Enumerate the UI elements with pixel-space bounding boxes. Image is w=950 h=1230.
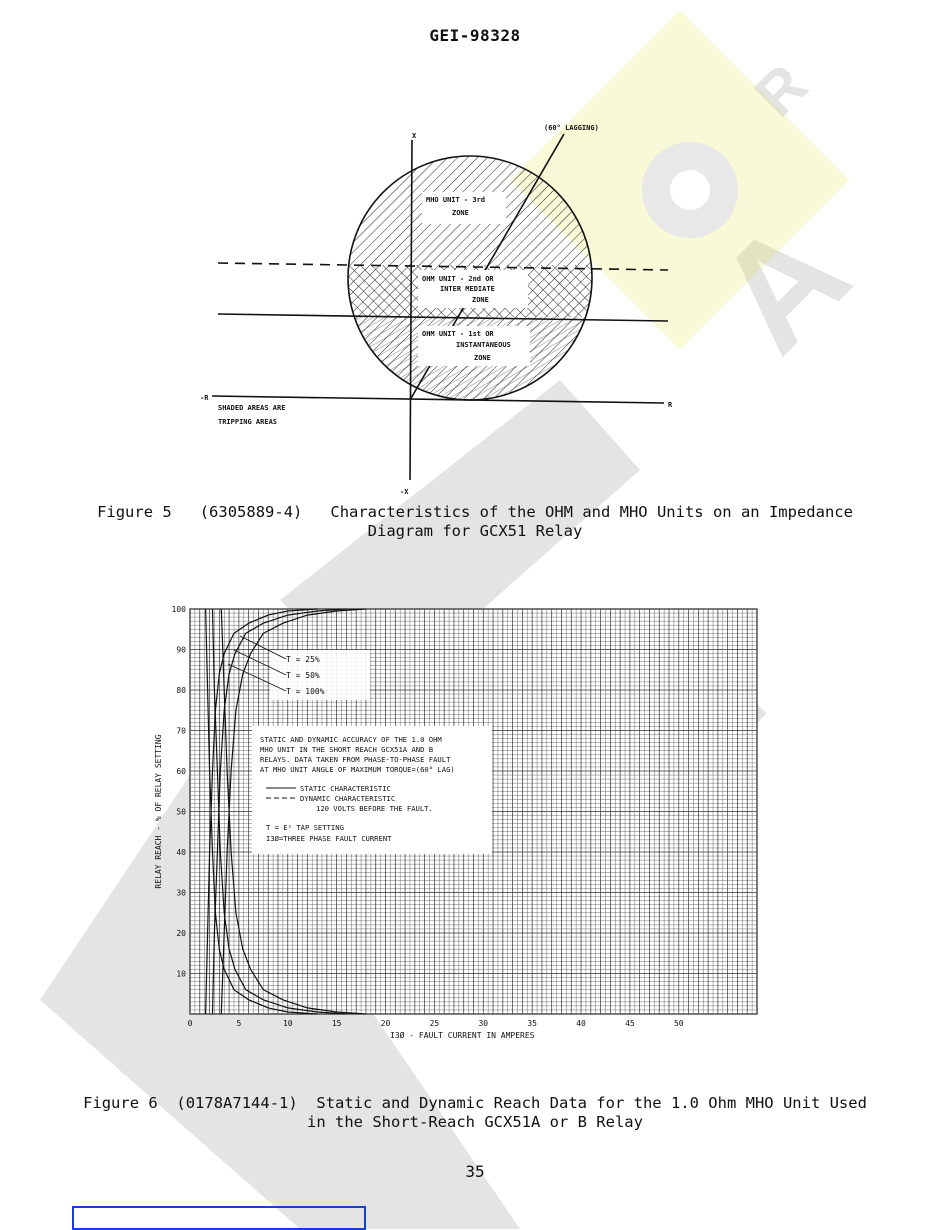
y-tick-label: 80 (176, 686, 186, 695)
figure-5-caption (60, 503, 890, 541)
x-tick-label: 10 (282, 1019, 293, 1028)
x-tick-label: 50 (673, 1019, 684, 1028)
curve-legend-label: T = 100% (286, 687, 325, 696)
page-number: 35 (465, 1162, 485, 1181)
mho-zone-label (422, 192, 506, 224)
static-characteristic-label: STATIC CHARACTERISTIC (300, 784, 391, 793)
curve-legend-label: T = 25% (286, 655, 320, 664)
svg-text:INSTANTANEOUS: INSTANTANEOUS (456, 341, 511, 349)
r-axis (212, 396, 664, 403)
x-tick-label: 45 (625, 1019, 635, 1028)
figure-5-caption-line1: Figure 5 (6305889-4) Characteristics of the OHM and MHO Units on an Impedance (97, 503, 853, 521)
chart-note-line: STATIC AND DYNAMIC ACCURACY OF THE 1.0 OHM (260, 735, 442, 744)
svg-text:ZONE: ZONE (474, 354, 491, 362)
x-tick-label: 20 (380, 1019, 391, 1028)
svg-text:ZONE: ZONE (472, 296, 489, 304)
svg-text:R: R (741, 51, 820, 130)
fault-current-definition: I3Ø=THREE PHASE FAULT CURRENT (266, 834, 392, 843)
angle-label: (60° LAGGING) (544, 124, 599, 132)
y-axis-label: RELAY REACH - % OF RELAY SETTING (154, 734, 163, 889)
figure-6-caption (60, 1094, 890, 1132)
svg-text:INTER MEDIATE: INTER MEDIATE (440, 285, 495, 293)
dynamic-characteristic-label: DYNAMIC CHARACTERISTIC (300, 794, 396, 803)
x-tick-label: 0 (187, 1019, 193, 1028)
ohm-intermediate-zone-label (418, 270, 528, 308)
dynamic-note: 120 VOLTS BEFORE THE FAULT. (316, 804, 433, 813)
svg-text:OHM UNIT - 1st OR: OHM UNIT - 1st OR (422, 330, 494, 338)
y-tick-label: 30 (176, 888, 186, 898)
y-tick-label: 50 (176, 807, 186, 817)
y-tick-label: 20 (176, 929, 186, 938)
neg-r-axis-label: -R (200, 394, 209, 402)
y-tick-label: 70 (176, 726, 186, 736)
x-tick-label: 5 (236, 1019, 242, 1028)
x-axis-label: X (412, 132, 417, 140)
chart-note-line: AT MHO UNIT ANGLE OF MAXIMUM TORQUE=(60° LAG) (260, 765, 455, 774)
ohm-instantaneous-zone-label (418, 326, 530, 366)
x-tick-label: 30 (478, 1019, 489, 1028)
x-tick-label: 25 (429, 1019, 440, 1028)
curve-legend-label: T = 50% (286, 671, 320, 680)
y-tick-label: 90 (176, 645, 186, 655)
chart-note (252, 726, 492, 854)
neg-x-axis-label: -X (400, 488, 409, 496)
svg-text:MHO UNIT - 3rd: MHO UNIT - 3rd (426, 196, 486, 204)
shaded-areas-note-line1: SHADED AREAS ARE (218, 404, 286, 412)
y-tick-label: 60 (176, 767, 186, 776)
svg-text:ZONE: ZONE (452, 209, 469, 217)
chart-note-line: MHO UNIT IN THE SHORT REACH GCX51A AND B (260, 745, 434, 754)
x-axis-label: I3Ø - FAULT CURRENT IN AMPERES (390, 1031, 535, 1040)
document-number: GEI-98328 (429, 26, 521, 45)
y-tick-label: 100 (171, 605, 186, 614)
x-tick-label: 40 (576, 1019, 586, 1028)
figure-5-caption-line2: Diagram for GCX51 Relay (367, 522, 583, 540)
reach-chart (140, 600, 780, 1050)
figure-6-caption-line1: Figure 6 (0178A7144-1) Static and Dynamic Reach Data for the 1.0 Ohm MHO Unit Used (83, 1094, 867, 1112)
r-axis-label: R (668, 401, 673, 409)
chart-note-line: RELAYS. DATA TAKEN FROM PHASE-TO-PHASE FAULT (260, 755, 451, 764)
y-tick-label: 10 (176, 969, 186, 979)
x-tick-label: 35 (527, 1019, 537, 1028)
figure-6-caption-line2: in the Short-Reach GCX51A or B Relay (307, 1113, 643, 1131)
shaded-areas-note-line2: TRIPPING AREAS (218, 418, 278, 426)
footer-link-box[interactable] (72, 1206, 366, 1230)
y-tick-label: 40 (176, 848, 186, 857)
tap-setting-definition: T = E² TAP SETTING (266, 823, 344, 832)
impedance-diagram (190, 118, 690, 498)
svg-text:OHM UNIT - 2nd OR: OHM UNIT - 2nd OR (422, 275, 494, 283)
x-tick-label: 15 (331, 1019, 342, 1028)
svg-text:A: A (683, 187, 880, 383)
